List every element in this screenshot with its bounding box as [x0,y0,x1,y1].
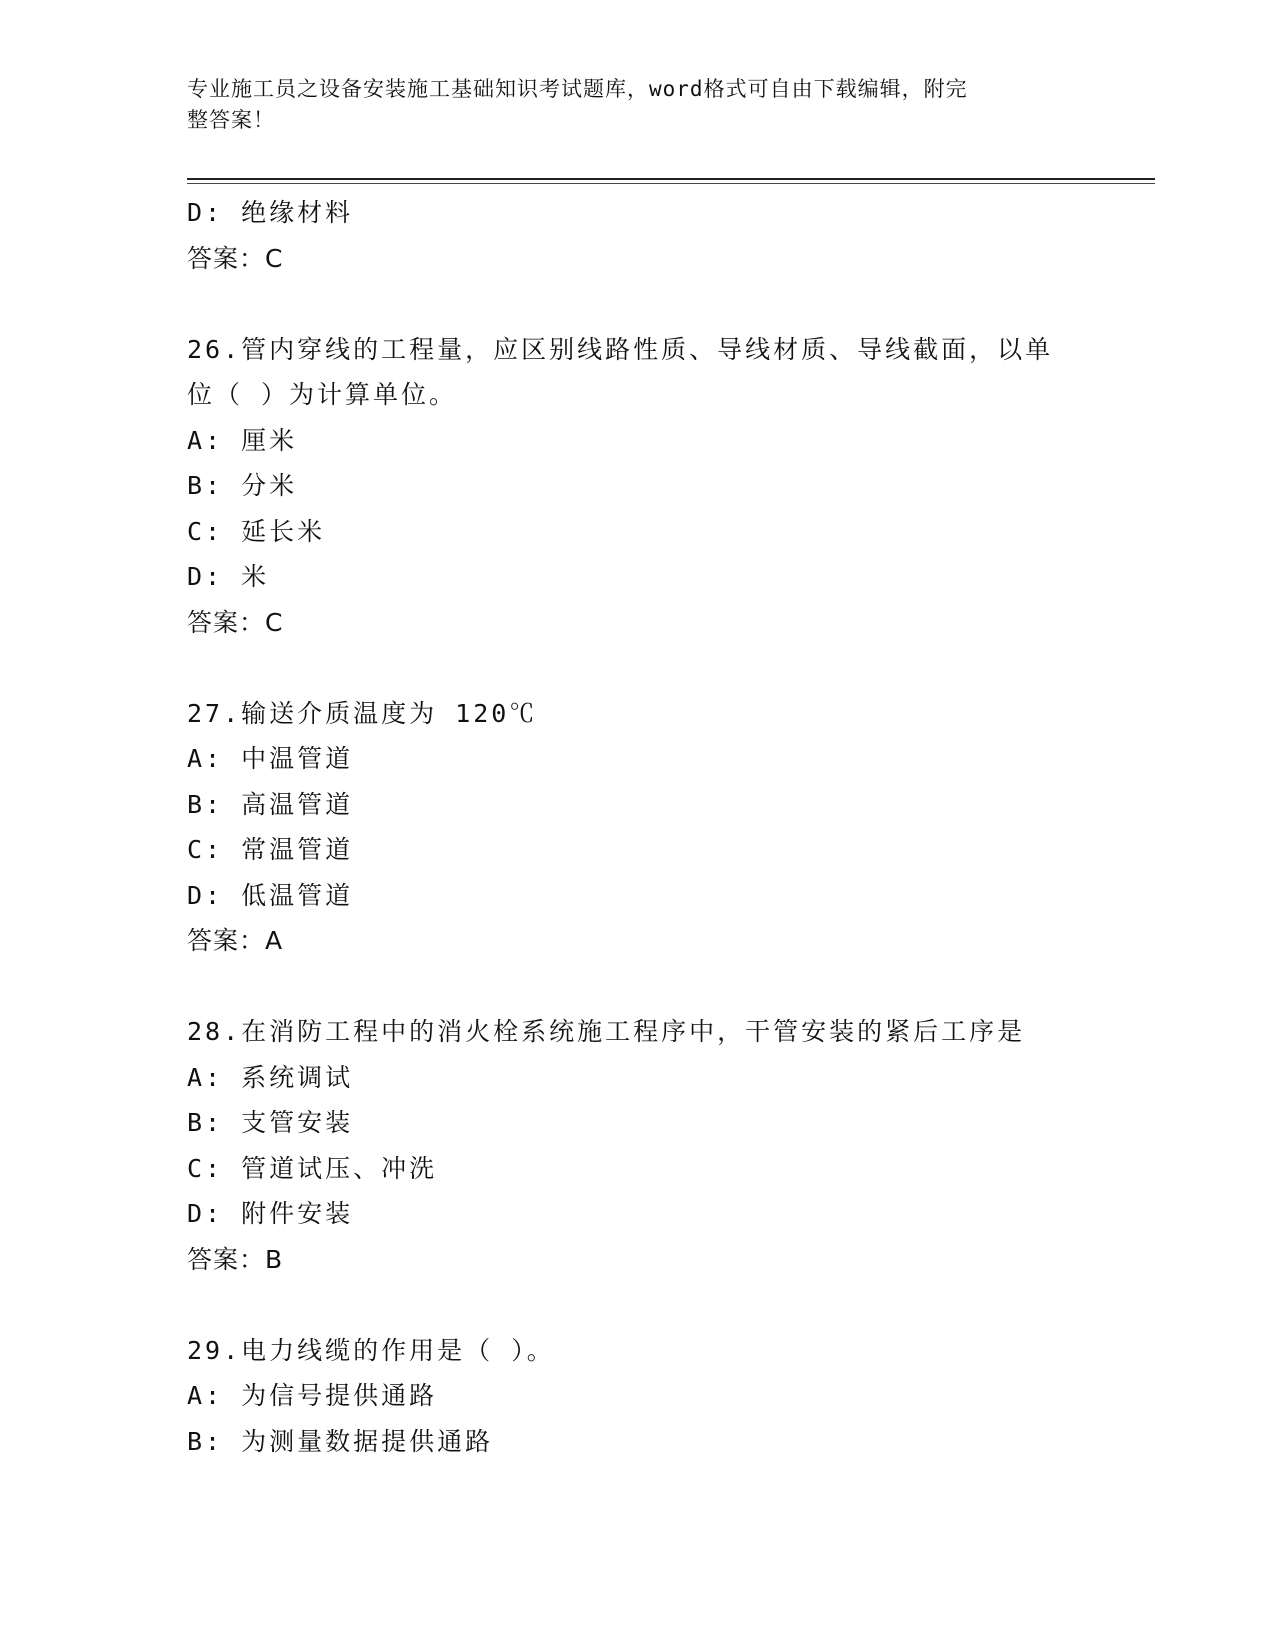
document-header [187,74,1067,136]
header-line-1: 专业施工员之设备安装施工基础知识考试题库，word格式可自由下载编辑，附完 [187,77,968,101]
answer-line: 答案：A [187,926,284,955]
question-stem: 26.管内穿线的工程量，应区别线路性质、导线材质、导线截面，以单 [187,334,1054,364]
question-26 [187,327,1087,646]
option-d: D: 附件安装 [187,1199,354,1228]
answer-line: 答案：C [187,243,284,273]
option-b: B: 高温管道 [187,789,354,819]
question-stem-continued: 位（ ）为计算单位。 [187,380,458,409]
option-a: A: 中温管道 [187,744,354,773]
spacer [187,1282,1087,1328]
header-divider-thick [187,178,1155,180]
option-b: B: 分米 [187,471,298,500]
spacer [187,964,1087,1010]
spacer [187,281,1087,327]
answer-line: 答案：C [187,607,284,637]
header-line-2: 整答案！ [187,108,275,132]
option-b: B: 支管安装 [187,1108,354,1137]
option-c: C: 管道试压、冲洗 [187,1153,438,1183]
question-list [187,190,1087,1464]
option-c: C: 常温管道 [187,835,354,864]
question-29 [187,1328,1087,1465]
header-divider-thin [187,183,1155,184]
option-b: B: 为测量数据提供通路 [187,1426,494,1456]
answer-line: 答案：B [187,1244,284,1274]
option-c: C: 延长米 [187,516,326,546]
option-d: D: 米 [187,562,270,591]
question-stem: 29.电力线缆的作用是（ ）。 [187,1335,555,1365]
option-a: A: 厘米 [187,425,298,455]
question-28 [187,1009,1087,1282]
option-a: A: 为信号提供通路 [187,1381,438,1410]
option-d: D: 低温管道 [187,880,354,910]
question-27 [187,691,1087,964]
previous-question-tail [187,190,1087,281]
option-d: D: 绝缘材料 [187,198,354,227]
question-stem: 28.在消防工程中的消火栓系统施工程序中，干管安装的紧后工序是 [187,1017,1026,1046]
spacer [187,645,1087,691]
question-stem: 27.输送介质温度为 120℃ [187,698,538,728]
option-a: A: 系统调试 [187,1062,354,1092]
